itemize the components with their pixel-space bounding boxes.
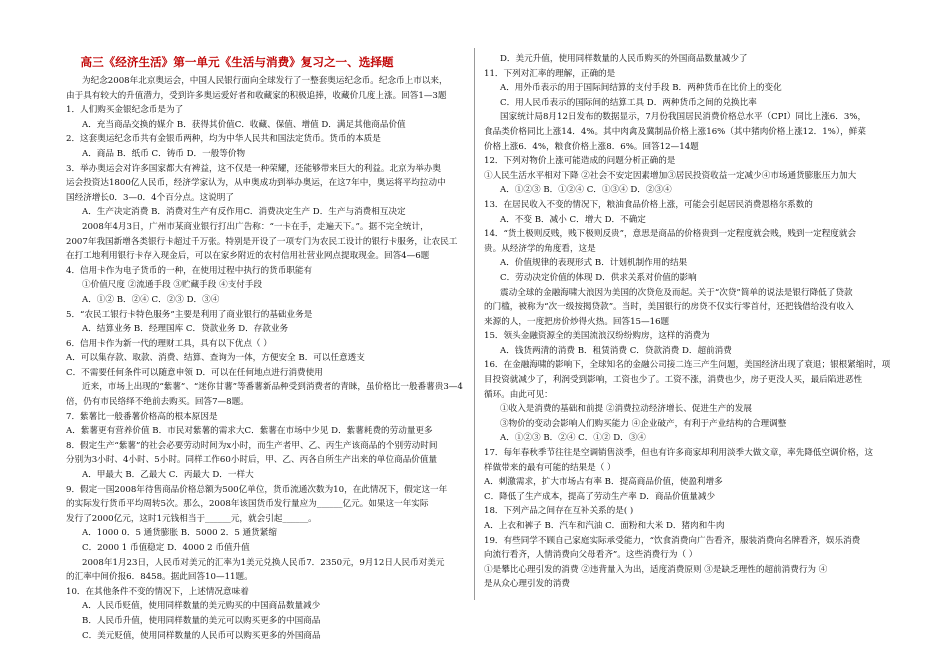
text-line: A．充当商品交换的媒介 B．获得其价值C．收藏、保值、增值 D．满足其他商品价值 xyxy=(82,119,406,130)
text-line: 国经济增长0．3—0．4个百分点。这说明了 xyxy=(66,192,234,203)
text-line: 10．在其他条件不变的情况下，上述情况意味着 xyxy=(66,586,249,597)
text-line: A．①②③ B．②④ C．①② D．③④ xyxy=(500,433,646,444)
text-line: 在打工地利用银行卡存入现金后，可以在家乡附近的农村信用社营业网点提取现金。回答4—6题 xyxy=(66,251,430,262)
text-line: C．2000 1 币值稳定 D．4000 2 币值升值 xyxy=(82,543,250,553)
text-line: A．刺激需求，扩大市场占有率 B．提高商品价值，使盈利增多 xyxy=(484,477,723,488)
text-line: A．甲最大 B．乙最大 C．丙最大 D．一样大 xyxy=(82,470,254,481)
text-line: 是从众心理引发的消费 xyxy=(484,579,570,590)
right-column xyxy=(484,52,896,592)
text-line: 2008年4月3日，广州市某商业银行打出广告称：“一卡在手，走遍天下。”。据不完全统计， xyxy=(82,221,429,232)
text-line: 14．“货土极则反贱，贱下极则反贵”，意思是商品的价格贵到一定程度就会贱，贱到一定程度就会 xyxy=(484,229,857,240)
text-line: 2007年我国新增各类银行卡超过千万张。特别是开设了一项专门为农民工设计的银行卡服务，让农民工 xyxy=(66,236,458,247)
text-line: A．生产决定消费 B．消费对生产有反作用C．消费决定生产 D．生产与消费相互决定 xyxy=(82,207,406,218)
text-line: C．劳动决定价值的体现 D．供求关系对价值的影响 xyxy=(500,272,697,283)
text-line: ①收入是消费的基础和前提 ②消费拉动经济增长、促进生产的发展 xyxy=(500,404,752,415)
text-line: 5．“农民工银行卡特色服务”主要是利用了商业银行的基础业务是 xyxy=(66,309,313,320)
text-line: 向流行看齐，人情消费向父母看齐”。这些消费行为（ ） xyxy=(484,550,698,561)
text-line: A．价值规律的表现形式 B．计划机制作用的结果 xyxy=(500,258,688,269)
text-line: 分别为3小时、4小时、5小时。同样工作60小时后，甲、乙、丙各自所生产出来的单位商品价值量 xyxy=(66,455,438,466)
text-line: A．①②③ B．①②④ C．①③④ D．②③④ xyxy=(500,185,672,196)
text-line: A．商品 B．纸币 C．铸币 D．一般等价物 xyxy=(82,148,246,159)
text-line: C．用人民币表示的国际间的结算工具 D．两种货币之间的兑换比率 xyxy=(500,97,757,108)
text-line: 2．这套奥运纪念币共有金银币两种，均为中华人民共和国法定货币。货币的本质是 xyxy=(66,134,381,145)
text-line: ①是攀比心理引发的消费 ②违背量入为出，适度消费原则 ③是缺乏理性的超前消费行为 ④ xyxy=(484,564,828,575)
text-line: 为纪念2008年北京奥运会，中国人民银行面向全球发行了一整套奥运纪念币。纪念币上市以来， xyxy=(82,76,448,86)
text-line: D．美元升值，使用同样数量的人民币购买的外国商品数量减少了 xyxy=(500,54,748,64)
text-line: 2008年1月23日，人民币对美元的汇率为1美元兑换人民币7．2350元，9月12日人民币对美元 xyxy=(82,557,445,568)
text-line: 19．有些同学不顾自己家庭实际承受能力，“饮食消费向广告看齐，服装消费向名牌看齐，娱乐消费 xyxy=(484,535,861,546)
text-line: C．美元贬值，使用同样数量的人民币可以购买更多的外国商品 xyxy=(82,630,321,641)
text-line: 16．在金融海啸的影响下，全球知名的金融公司接二连三产生问题，美国经济出现了衰退；银根紧缩时，项 xyxy=(484,360,891,371)
text-line: ①价值尺度 ②流通手段 ③贮藏手段 ④支付手段 xyxy=(82,280,263,291)
text-line: A．不变 B．减小 C．增大 D．不确定 xyxy=(500,214,646,225)
text-line: 的汇率中间价报6．8458。据此回答10—11题。 xyxy=(66,572,253,583)
text-line: 循环。由此可见： xyxy=(484,389,553,400)
text-line: 的门槛，被称为“次一级按揭贷款”。当时，美国银行的房贷不仅实行零首付，还把钱借给没有收入 xyxy=(484,302,854,313)
text-line: 来源的人，一度把房价炒得火热。回答15—16题 xyxy=(484,316,670,327)
text-line: A．①② B．②④ C．②③ D．③④ xyxy=(82,294,220,305)
text-line: A．结算业务 B．经理国库 C．贷款业务 D．存款业务 xyxy=(82,324,289,335)
text-line: 9．假定一国2008年待售商品价格总额为500亿单位，货币流通次数为10，在此情况下，假定这一年 xyxy=(66,484,448,495)
text-line: 由于具有较大的升值潜力，受到许多奥运爱好者和收藏家的积极追捧，收藏价几度上涨。回答1—3题 xyxy=(66,90,447,101)
text-line: 3．举办奥运会对许多国家都大有裨益，这不仅是一种荣耀，还能够带来巨大的利益。北京为举办奥 xyxy=(66,163,442,174)
text-line: 8．假定生产“紫薯”的社会必要劳动时间为x小时，而生产者甲、乙、丙生产该商品的个别劳动时间 xyxy=(66,440,438,451)
text-line: 发行了2000亿元，这时1元钱相当于______元，就会引起______。 xyxy=(66,513,317,524)
text-line: A．用外币表示的用于国际间结算的支付手段 B．两种货币在比价上的变化 xyxy=(500,83,782,94)
text-line: ③物价的变动会影响人们购买能力 ④企业破产，有利于产业结构的合理调整 xyxy=(500,418,787,429)
text-line: C．不需要任何条件可以随意申领 D．可以在任何地点进行消费使用 xyxy=(66,367,323,378)
text-line: C．降低了生产成本，提高了劳动生产率 D．商品价值量减少 xyxy=(484,491,716,502)
text-line: 食品类价格同比上涨14．4%。其中肉禽及冀制品价格上涨16%（其中猪肉价格上涨12．1%），鲜菜 xyxy=(484,126,866,137)
text-line: 17．每年春秋季节往往是空调销售淡季，但也有许多商家却利用淡季大做文章，率先降低空调价格，这 xyxy=(484,448,874,459)
text-line: 12．下列对物价上涨可能造成的问题分析正确的是 xyxy=(484,156,676,167)
text-line: A．1000 0．5 通货膨胀 B．5000 2．5 通货紧缩 xyxy=(82,528,277,539)
text-line: B．人民币升值，使用同样数量的美元可以购买更多的中国商品 xyxy=(82,615,321,626)
text-line: 13．在居民收入不变的情况下，粮油食品价格上涨，可能会引起居民消费恩格尔系数的 xyxy=(484,199,813,210)
text-line: A．紫薯更有营养价值 B．市民对紫薯的需求大C．紫薯在市场中少见 D．紫薯耗费的劳动量更多 xyxy=(66,426,433,437)
text-line: 1．人们购买金银纪念币是为了 xyxy=(66,105,184,116)
text-line: 价格上涨6．4%，粮食价格上涨8．6%。回答12—14题 xyxy=(484,141,699,152)
page-title: 高三《经济生活》第一单元《生活与消费》复习之一、选择题 xyxy=(80,55,394,69)
text-line: 的实际发行货币平均周转5次。那么，2008年该国货币发行量应为______亿元。如果这一年实际 xyxy=(66,499,429,510)
text-line: A．人民币贬值，使用同样数量的美元购买的中国商品数量减少 xyxy=(82,601,321,612)
text-line: ①人民生活水平相对下降 ②社会不安定因素增加③居民投资收益一定减少④市场通货膨胀压力加大 xyxy=(484,170,857,181)
text-line: 样做带来的最有可能的结果是（ ） xyxy=(484,462,616,473)
text-line: A．可以集存款、取款、消费、结算、查询为一体，方便安全 B．可以任意透支 xyxy=(66,353,365,364)
text-line: 7．紫薯比一般番薯价格高的根本原因是 xyxy=(66,411,218,422)
text-line: 15．领头金融资源全的美国流浪汉纷纷购房，这样的消费为 xyxy=(484,331,710,342)
text-line: 运会投资达1800亿人民币，经济学家认为，从申奥成功到举办奥运，在这7年中，奥运将平均拉动中 xyxy=(66,178,446,189)
text-line: 4．信用卡作为电子货币的一种，在使用过程中执行的货币职能有 xyxy=(66,265,313,276)
text-line: A．钱货两清的消费 B．租赁消费 C．贷款消费 D．超前消费 xyxy=(500,345,732,356)
text-line: 倍，仍有市民络绎不绝前去购买。回答7—8题。 xyxy=(66,397,249,408)
text-line: 近来，市场上出现的“紫薯”、“迷你甘薯”等番薯新品种受到消费者的青睐，虽价格比一般番薯贵3—4 xyxy=(82,382,463,393)
text-line: 18．下列产品之间存在互补关系的是( ) xyxy=(484,506,634,517)
left-column xyxy=(66,74,466,643)
text-line: 贵。从经济学的角度看，这是 xyxy=(484,243,596,254)
text-line: 11．下列对汇率的理解，正确的是 xyxy=(484,68,616,79)
text-line: A．上衣和裤子 B．汽车和汽油 C．面粉和大米 D．猪肉和牛肉 xyxy=(484,521,725,531)
column-divider xyxy=(474,48,475,600)
text-line: 国家统计局8月12日发布的数据显示，7月份我国居民消费价格总水平（CPI）同比上涨6．3%， xyxy=(500,112,867,123)
text-line: 6．信用卡作为新一代的理财工具，具有以下优点（ ） xyxy=(66,338,272,349)
text-line: 震动全球的金融海啸大浪因为美国的次贷危及而起。关于“次贷”简单的说法是银行降低了贷款 xyxy=(500,287,853,298)
text-line: 目投资就减少了，利润受到影响，工资也少了。工资不涨，消费也少，房子更没人买，最后陷进恶性 xyxy=(484,375,863,386)
